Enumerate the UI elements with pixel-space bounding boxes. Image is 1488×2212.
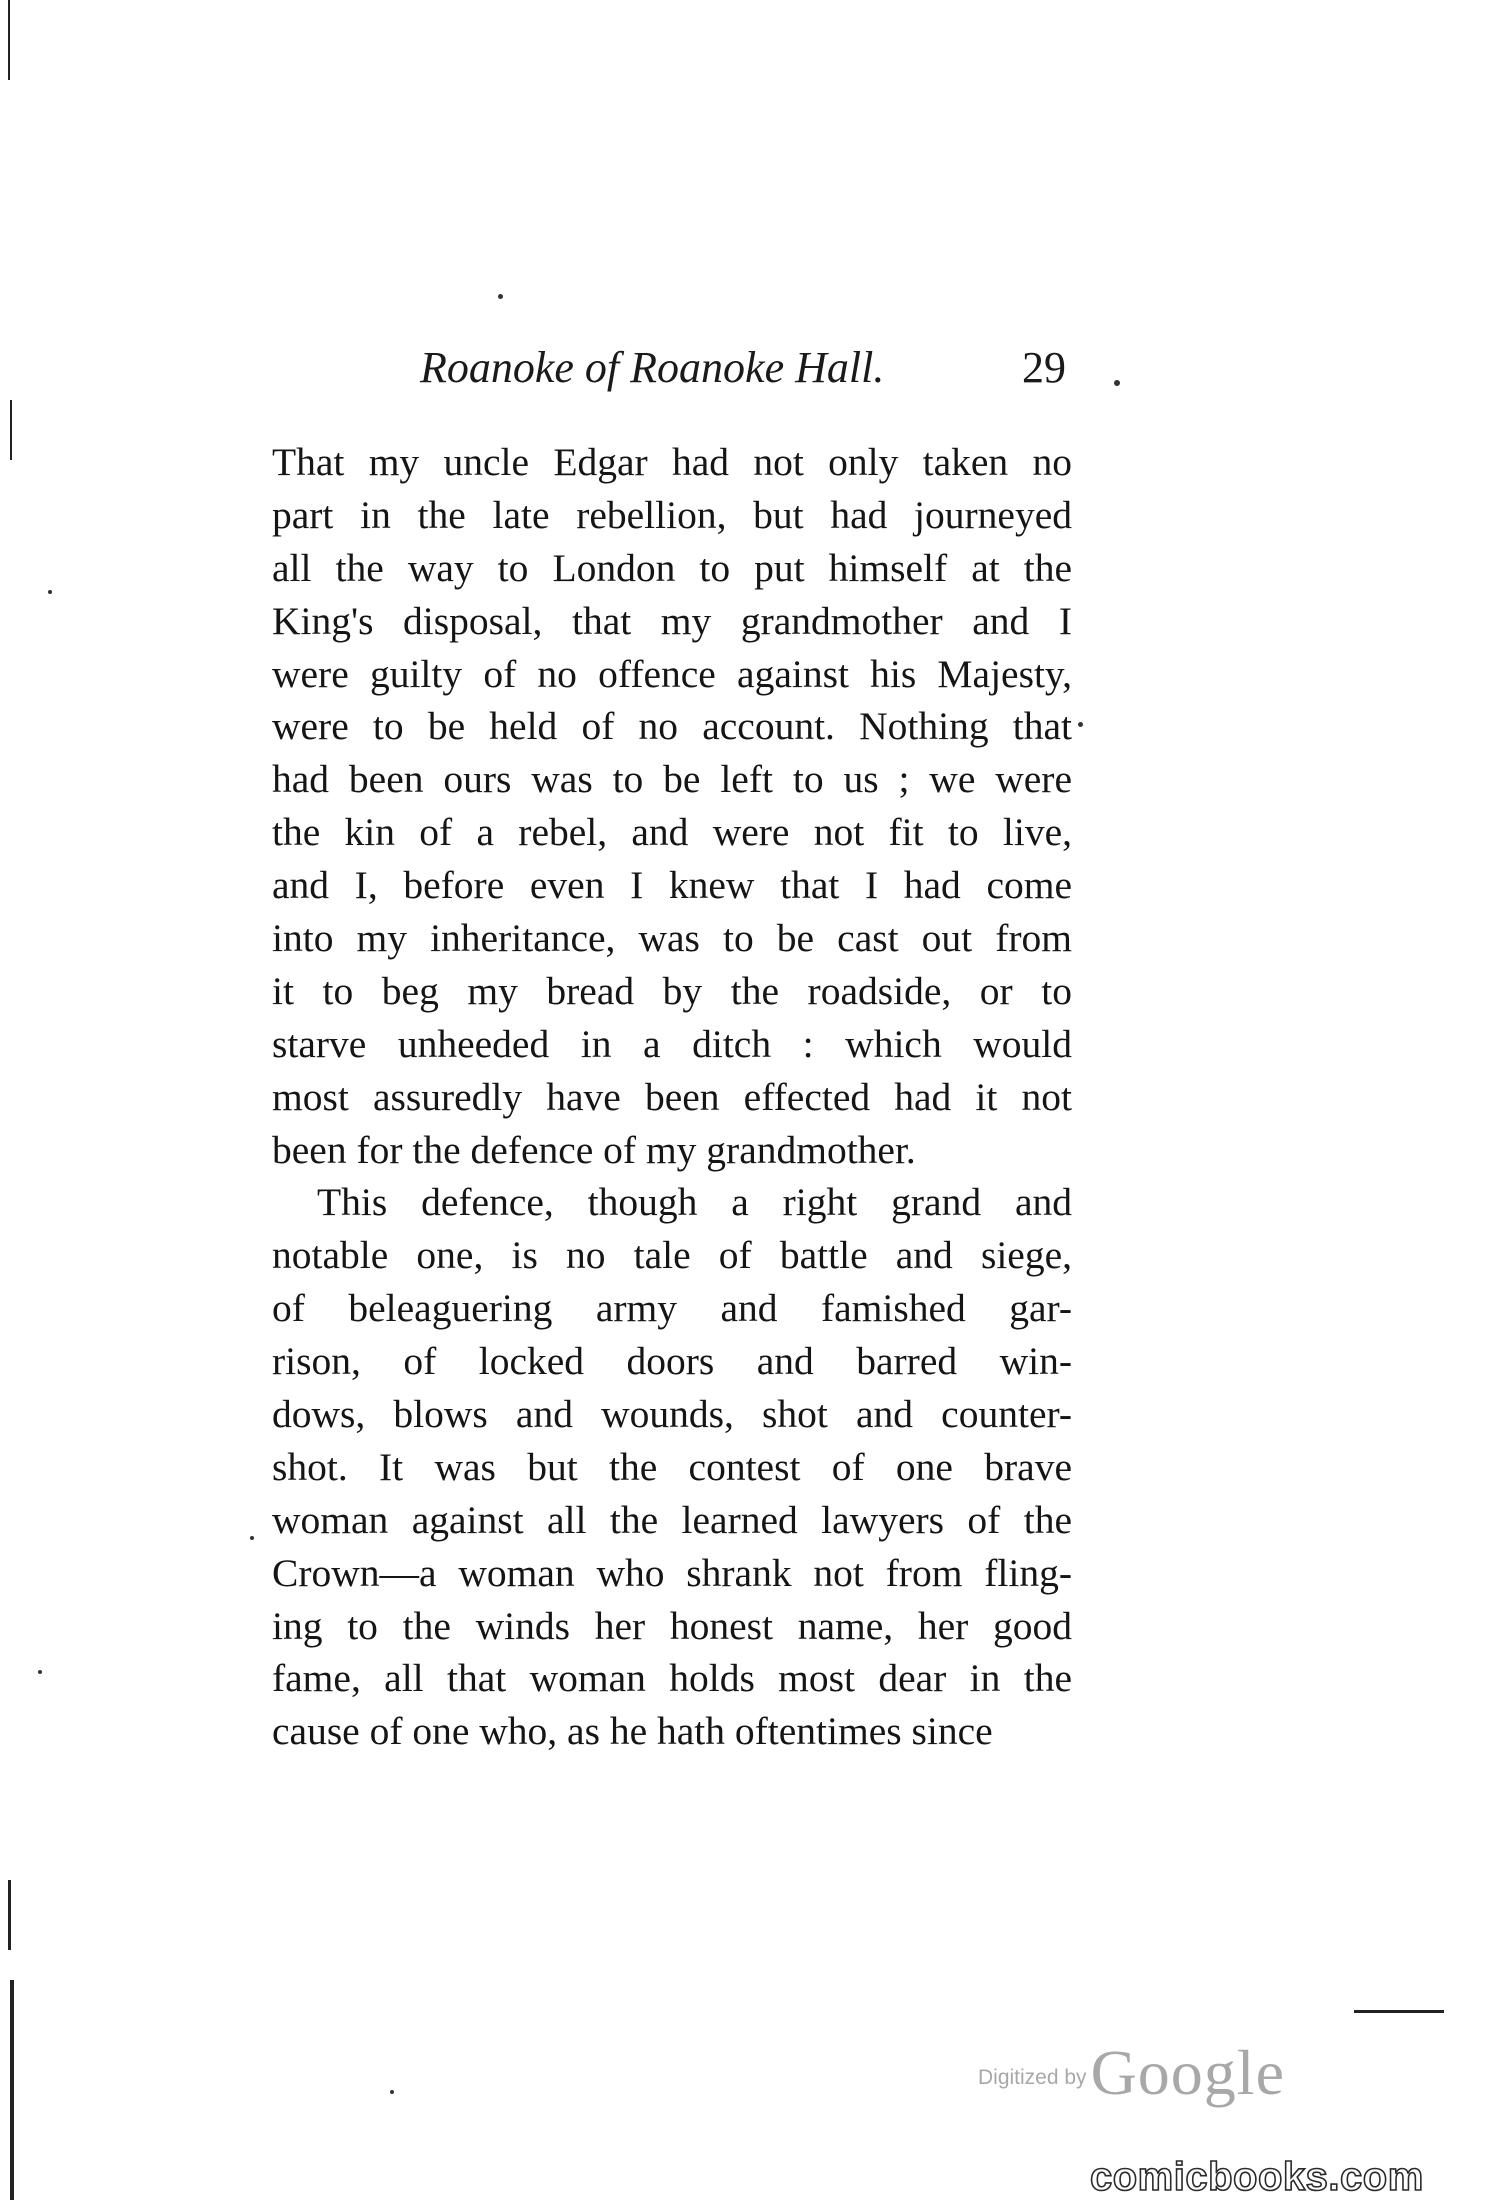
running-title: Roanoke of Roanoke Hall. bbox=[420, 343, 885, 392]
scan-edge-mark bbox=[10, 400, 12, 460]
watermark-text: comicbooks.com bbox=[1090, 2155, 1424, 2199]
text-line: starve unheeded in a ditch : which would bbox=[272, 1021, 1072, 1066]
text-line: shot. It was but the contest of one brave bbox=[272, 1444, 1072, 1489]
text-line: most assuredly have been effected had it not bbox=[272, 1074, 1072, 1119]
scan-speck bbox=[48, 590, 52, 594]
text-line: Crown—a woman who shrank not from fling- bbox=[272, 1550, 1072, 1595]
body-text bbox=[272, 436, 1072, 1758]
scan-edge-mark bbox=[10, 1980, 14, 2200]
text-line: fame, all that woman holds most dear in the bbox=[272, 1656, 1072, 1701]
text-line: ing to the winds her honest name, her good bbox=[272, 1603, 1072, 1648]
text-line: King's disposal, that my grandmother and I bbox=[272, 598, 1072, 643]
scan-speck bbox=[1078, 722, 1083, 727]
text-line: woman against all the learned lawyers of the bbox=[272, 1497, 1072, 1542]
text-line: This defence, though a right grand and bbox=[317, 1180, 1072, 1225]
text-line: into my inheritance, was to be cast out from bbox=[272, 916, 1072, 961]
text-line: had been ours was to be left to us ; we were bbox=[272, 757, 1072, 802]
scan-speck bbox=[250, 1536, 254, 1540]
scan-dash-mark bbox=[1354, 2010, 1444, 2013]
scan-speck bbox=[1114, 380, 1120, 386]
digitized-by-label: Digitized by bbox=[978, 2066, 1087, 2089]
text-line: the kin of a rebel, and were not fit to live, bbox=[272, 810, 1072, 855]
text-line: of beleaguering army and famished gar- bbox=[272, 1286, 1072, 1331]
scan-speck bbox=[498, 294, 503, 299]
text-line: part in the late rebellion, but had journeyed bbox=[272, 492, 1072, 537]
text-line: were guilty of no offence against his Majesty, bbox=[272, 651, 1072, 696]
text-line: cause of one who, as he hath oftentimes since bbox=[272, 1709, 993, 1754]
scan-edge-mark bbox=[8, 0, 10, 80]
page-number: 29 bbox=[1022, 343, 1066, 392]
text-line: That my uncle Edgar had not only taken no bbox=[272, 440, 1072, 484]
text-line: all the way to London to put himself at the bbox=[272, 545, 1072, 590]
text-line: were to be held of no account. Nothing that bbox=[272, 704, 1072, 749]
digitized-by-google-mark bbox=[978, 2036, 1285, 2110]
text-line: rison, of locked doors and barred win- bbox=[272, 1339, 1072, 1384]
scan-speck bbox=[38, 1670, 42, 1674]
text-line: dows, blows and wounds, shot and counter- bbox=[272, 1392, 1072, 1437]
text-line: notable one, is no tale of battle and siege, bbox=[272, 1233, 1072, 1278]
text-line: it to beg my bread by the roadside, or to bbox=[272, 968, 1072, 1013]
google-logo-text: Google bbox=[1090, 2037, 1285, 2108]
text-line: and I, before even I knew that I had come bbox=[272, 863, 1072, 908]
text-line: been for the defence of my grandmother. bbox=[272, 1127, 916, 1172]
scan-edge-mark bbox=[8, 1880, 11, 1950]
scan-speck bbox=[390, 2090, 394, 2094]
